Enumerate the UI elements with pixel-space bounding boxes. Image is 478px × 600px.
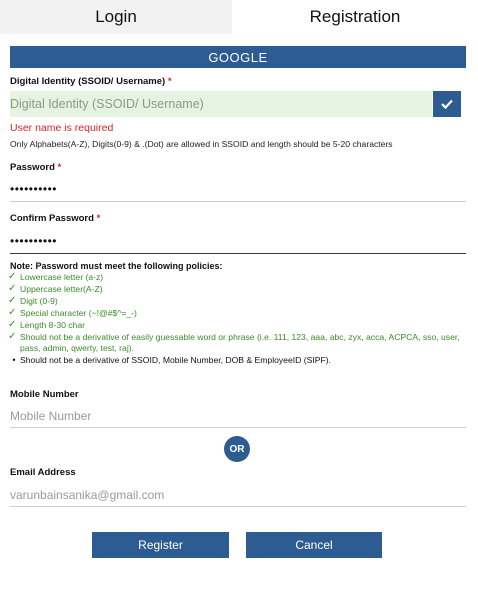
ssoid-hint: Only Alphabets(A-Z), Digits(0-9) & .(Dot) are allowed in SSOID and length should be 5-20 characters: [10, 139, 393, 149]
policy-text: Should not be a derivative of SSOID, Mobile Number, DOB & EmployeeID (SIPF).: [20, 355, 331, 365]
password-input[interactable]: ••••••••••: [10, 178, 466, 202]
policy-item: [8, 296, 58, 307]
ssoid-label-text: Digital Identity (SSOID/ Username): [10, 76, 166, 87]
required-mark: *: [167, 76, 172, 87]
email-input[interactable]: [10, 483, 466, 507]
checkmark-icon: [441, 99, 453, 109]
or-divider: OR: [224, 436, 250, 462]
check-icon: ✓: [8, 307, 17, 318]
password-label-text: Password: [10, 162, 55, 173]
policy-item: [8, 272, 103, 283]
mobile-label: Mobile Number: [10, 389, 79, 400]
mobile-input[interactable]: [10, 404, 466, 428]
check-icon: ✓: [8, 319, 17, 330]
bullet-icon: •: [12, 355, 16, 365]
policy-text: Should not be a derivative of easily guessable word or phrase (i.e. 111, 123, aaa, abc, zyx, acca, ACPCA, sso, user, pass, admin, qwerty, test, raj).: [20, 332, 460, 353]
policy-item: [8, 284, 103, 295]
policy-text: Digit (0-9): [20, 296, 58, 306]
policy-item: [8, 332, 468, 353]
tab-login[interactable]: Login: [0, 0, 232, 34]
email-label: Email Address: [10, 467, 76, 478]
ssoid-label: [10, 76, 172, 87]
policy-text: Lowercase letter (a-z): [20, 272, 104, 282]
confirm-password-input[interactable]: ••••••••••: [10, 230, 466, 254]
google-signin-button[interactable]: GOOGLE: [10, 46, 466, 68]
ssoid-check-button[interactable]: [433, 91, 461, 117]
required-mark: *: [57, 162, 62, 173]
policy-item: [8, 308, 137, 319]
check-icon: ✓: [8, 271, 17, 282]
ssoid-error-message: User name is required: [10, 122, 114, 134]
auth-tabs: [0, 0, 478, 36]
check-icon: ✓: [8, 283, 17, 294]
ssoid-input[interactable]: [10, 91, 432, 117]
password-policy-title: Note: Password must meet the following policies:: [10, 261, 223, 271]
tab-registration[interactable]: Registration: [232, 0, 478, 34]
policy-item: [8, 355, 331, 366]
check-icon: ✓: [8, 295, 17, 306]
policy-item: [8, 320, 85, 331]
check-icon: ✓: [8, 331, 17, 342]
cancel-button[interactable]: Cancel: [246, 532, 382, 558]
policy-text: Uppercase letter(A-Z): [20, 284, 103, 294]
policy-text: Length 8-30 char: [20, 320, 85, 330]
required-mark: *: [96, 213, 101, 224]
register-button[interactable]: Register: [92, 532, 229, 558]
confirm-password-label: [10, 213, 100, 224]
password-label: [10, 162, 61, 173]
policy-text: Special character (~!@#$^=_-): [20, 308, 137, 318]
confirm-password-label-text: Confirm Password: [10, 213, 94, 224]
